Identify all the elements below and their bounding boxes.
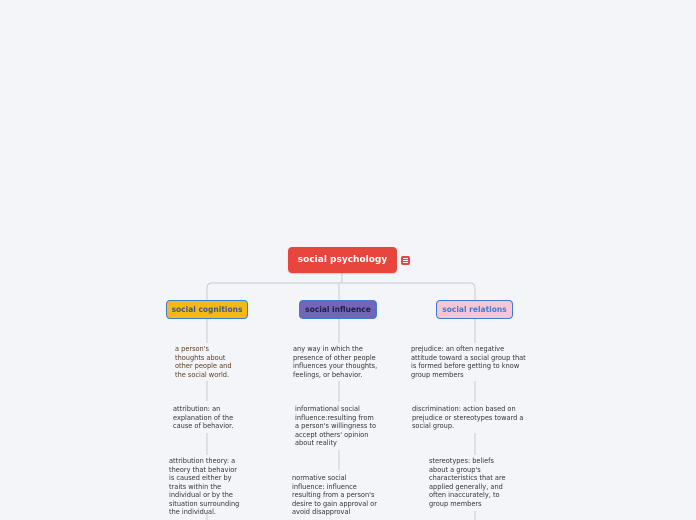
- connector-root: [207, 273, 475, 300]
- subtopic-social-influence-definition[interactable]: any way in which the presence of other people influences your thoughts, feelings, or behavior.: [293, 345, 378, 379]
- subtopic-normative-influence[interactable]: normative social influence: influence resulting from a person's desire to gain approval or avoid disapproval: [292, 474, 377, 516]
- subtopic-stereotypes[interactable]: stereotypes: beliefs about a group's characteristics that are applied generally, and often inaccurately, to group members: [429, 457, 506, 508]
- root-topic-label: social psychology: [297, 255, 388, 265]
- subtopic-attribution[interactable]: attribution: an explanation of the cause of behavior.: [173, 405, 234, 430]
- root-topic[interactable]: [288, 247, 397, 273]
- branch-label: social cognitions: [171, 305, 243, 314]
- subtopic-informational-influence[interactable]: informational social influence:resulting from a person's willingness to accept others' opinion about reality: [295, 405, 376, 447]
- branch-social-cognitions[interactable]: [166, 300, 248, 319]
- branch-label: social relations: [442, 305, 507, 314]
- subtopic-prejudice[interactable]: prejudice: an often negative attitude toward a social group that is formed before getting to know group members: [411, 345, 526, 379]
- note-icon[interactable]: [401, 256, 410, 265]
- subtopic-attribution-theory[interactable]: attribution theory: a theory that behavior is caused either by traits within the individual or by the situation surrounding the individual.: [169, 457, 240, 516]
- branch-social-relations[interactable]: [436, 300, 513, 319]
- subtopic-social-cognition-definition[interactable]: a person's thoughts about other people and the social world.: [175, 345, 232, 379]
- branch-social-influence[interactable]: [299, 300, 377, 319]
- subtopic-discrimination[interactable]: discrimination: action based on prejudice or stereotypes toward a social group.: [412, 405, 524, 430]
- branch-label: social influence: [305, 305, 371, 314]
